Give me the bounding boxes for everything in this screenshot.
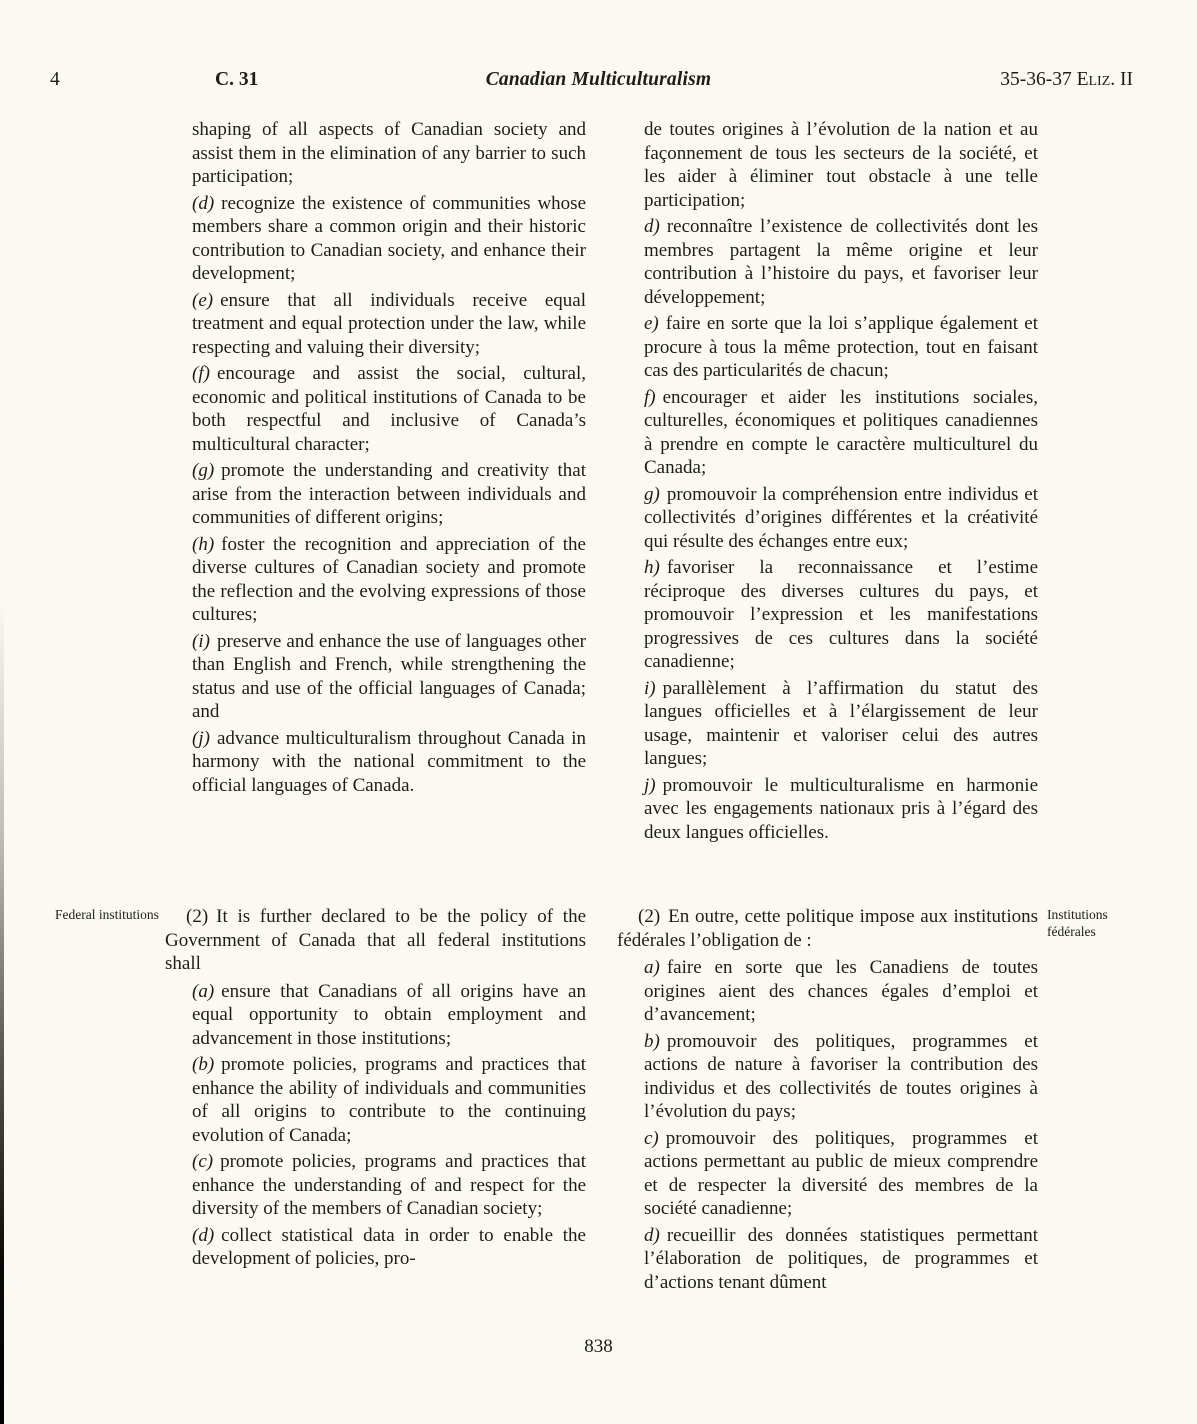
clause-fr-g xyxy=(644,483,1038,554)
clause-text: advance multiculturalism throughout Canada in harmony with the national commitment to the official languages of Canada. xyxy=(192,727,586,796)
clause-fr-d xyxy=(644,215,1038,309)
clause-text: promouvoir la compréhension entre individus et collectivités d’origines différentes et la créativité qui résulte des échanges entre eux; xyxy=(644,483,1038,552)
clause-text: promouvoir le multiculturalisme en harmonie avec les engagements nationaux pris à l’égard des deux langues officielles. xyxy=(644,774,1038,843)
clause-en-j xyxy=(192,727,586,798)
clause-text: shaping of all aspects of Canadian society and assist them in the elimination of any barrier to such participation; xyxy=(192,119,586,187)
clause-marker: (c) xyxy=(192,1151,214,1172)
clause-marker: b) xyxy=(644,1030,660,1052)
english-column xyxy=(165,118,586,1274)
subsection-2-fr xyxy=(617,905,1038,952)
clause-en-i xyxy=(192,630,586,724)
clause-marker: (j) xyxy=(192,727,210,749)
clause-marker: d) xyxy=(644,1224,660,1246)
clause-marker: (d) xyxy=(192,1224,215,1246)
french-column xyxy=(617,118,1038,1297)
clause-text: faire en sorte que la loi s’applique également et procure à tous la même protection, tout en faisant cas des particularités de chacun; xyxy=(644,313,1038,381)
clause-fr-continuation xyxy=(644,118,1038,212)
clause-text: preserve and enhance the use of languages other than English and French, while strengthening the status and use of the official languages of Canada; and xyxy=(192,630,586,722)
clause-marker: e) xyxy=(644,313,659,334)
english-clauses-block xyxy=(165,118,586,905)
clause-en-2b xyxy=(192,1053,586,1147)
clause-fr-j xyxy=(644,774,1038,845)
clause-marker: f) xyxy=(644,386,656,408)
footer-page-number: 838 xyxy=(584,1336,613,1357)
clause-text: foster the recognition and appreciation of the diverse cultures of Canadian society and promote the reflection and the evolving expressions of those cultures; xyxy=(192,533,586,625)
clause-text: recueillir des données statistiques permettant l’élaboration de politiques, de programmes et d’actions tenant dûment xyxy=(644,1224,1038,1293)
clause-marker: (i) xyxy=(192,630,210,652)
clause-fr-2b xyxy=(644,1030,1038,1124)
clause-fr-2d xyxy=(644,1224,1038,1295)
clause-en-h xyxy=(192,533,586,627)
header-regnal-year: 35-36-37 Eliz. II xyxy=(1000,69,1133,90)
header-page-number: 4 xyxy=(50,69,60,90)
header-running-title: Canadian Multiculturalism xyxy=(485,69,712,90)
clause-text: encourage and assist the social, cultural, economic and political institutions of Canada to be both respectful and inclusive of Canada’s multicultural character; xyxy=(192,363,586,455)
margin-note-federal-institutions: Federal institutions xyxy=(55,907,159,922)
clause-text: parallèlement à l’affirmation du statut des langues officielles et à l’élargissement de leur usage, maintenir et valoriser celui des autres langues; xyxy=(644,677,1038,769)
subsection-text: It is further declared to be the policy of the Government of Canada that all federal institutions shall xyxy=(165,906,586,974)
clause-marker: (e) xyxy=(192,289,214,311)
clause-marker: (f) xyxy=(192,363,210,384)
subsection-text: En outre, cette politique impose aux institutions fédérales l’obligation de : xyxy=(617,906,1038,951)
clause-fr-e xyxy=(644,312,1038,383)
clause-en-2c xyxy=(192,1150,586,1221)
clause-text: promote policies, programs and practices that enhance the ability of individuals and communities of all origins to contribute to the continuing evolution of Canada; xyxy=(192,1054,586,1146)
clause-text: promouvoir des politiques, programmes et actions permettant au public de mieux comprendre et de respecter la diversité des membres de la société canadienne; xyxy=(644,1127,1038,1219)
clause-marker: (b) xyxy=(192,1054,215,1075)
clause-marker: (h) xyxy=(192,533,215,555)
subsection-2-en xyxy=(165,905,586,976)
clause-marker: g) xyxy=(644,483,660,505)
clause-marker: (g) xyxy=(192,460,215,481)
clause-fr-i xyxy=(644,677,1038,771)
clause-marker: (a) xyxy=(192,980,215,1002)
clause-en-d xyxy=(192,192,586,286)
clause-text: promouvoir des politiques, programmes et actions de nature à favoriser la contribution des individus et des collectivités de toutes origines à l’évolution du pays; xyxy=(644,1030,1038,1122)
clause-en-f xyxy=(192,362,586,456)
clause-text: de toutes origines à l’évolution de la nation et au façonnement de tous les secteurs de la société, et les aider à éliminer tout obstacle à une telle participation; xyxy=(644,119,1038,211)
margin-note-institutions-federales: Institutions fédérales xyxy=(1047,907,1108,939)
clause-text: collect statistical data in order to enable the development of policies, pro- xyxy=(192,1224,586,1269)
clause-fr-2c xyxy=(644,1127,1038,1221)
clause-marker: c) xyxy=(644,1127,659,1149)
clause-marker: (d) xyxy=(192,192,215,214)
clause-marker: d) xyxy=(644,216,660,237)
clause-text: promote the understanding and creativity that arise from the interaction between individuals and communities of different origins; xyxy=(192,460,586,528)
scan-edge-artifact xyxy=(0,600,4,1424)
clause-text: ensure that Canadians of all origins have an equal opportunity to obtain employment and advancement in those institutions; xyxy=(192,980,586,1049)
clause-fr-f xyxy=(644,386,1038,480)
clause-text: encourager et aider les institutions sociales, culturelles, économiques et politiques canadiennes à prendre en compte le caractère multiculturel du Canada; xyxy=(644,386,1038,478)
clause-marker: j) xyxy=(644,774,656,796)
clause-text: favoriser la reconnaissance et l’estime réciproque des diverses cultures du pays, et promouvoir l’expression et les manifestations progressives de ces cultures dans la société canadienne; xyxy=(644,557,1038,672)
french-clauses-block xyxy=(617,118,1038,905)
clause-fr-2a xyxy=(644,956,1038,1027)
clause-en-2d xyxy=(192,1224,586,1271)
header-chapter-number: C. 31 xyxy=(215,69,259,90)
subsection-marker: (2) xyxy=(638,906,661,927)
clause-text: reconnaître l’existence de collectivités dont les membres partagent la même origine et leur contribution à l’histoire du pays, et favoriser leur développement; xyxy=(644,216,1038,308)
subsection-marker: (2) xyxy=(186,906,209,927)
clause-text: recognize the existence of communities whose members share a common origin and their historic contribution to Canadian society, and enhance their development; xyxy=(192,192,586,284)
clause-marker: a) xyxy=(644,957,660,978)
clause-en-continuation xyxy=(192,118,586,189)
clause-marker: i) xyxy=(644,677,656,699)
clause-marker: h) xyxy=(644,557,660,578)
clause-en-2a xyxy=(192,980,586,1051)
clause-fr-h xyxy=(644,556,1038,674)
clause-text: promote policies, programs and practices that enhance the understanding of and respect for the diversity of the members of Canadian society; xyxy=(192,1151,586,1219)
clause-text: faire en sorte que les Canadiens de toutes origines aient des chances égales d’emploi et d’avancement; xyxy=(644,957,1038,1025)
clause-en-g xyxy=(192,459,586,530)
clause-en-e xyxy=(192,289,586,360)
clause-text: ensure that all individuals receive equal treatment and equal protection under the law, while respecting and valuing their diversity; xyxy=(192,289,586,358)
